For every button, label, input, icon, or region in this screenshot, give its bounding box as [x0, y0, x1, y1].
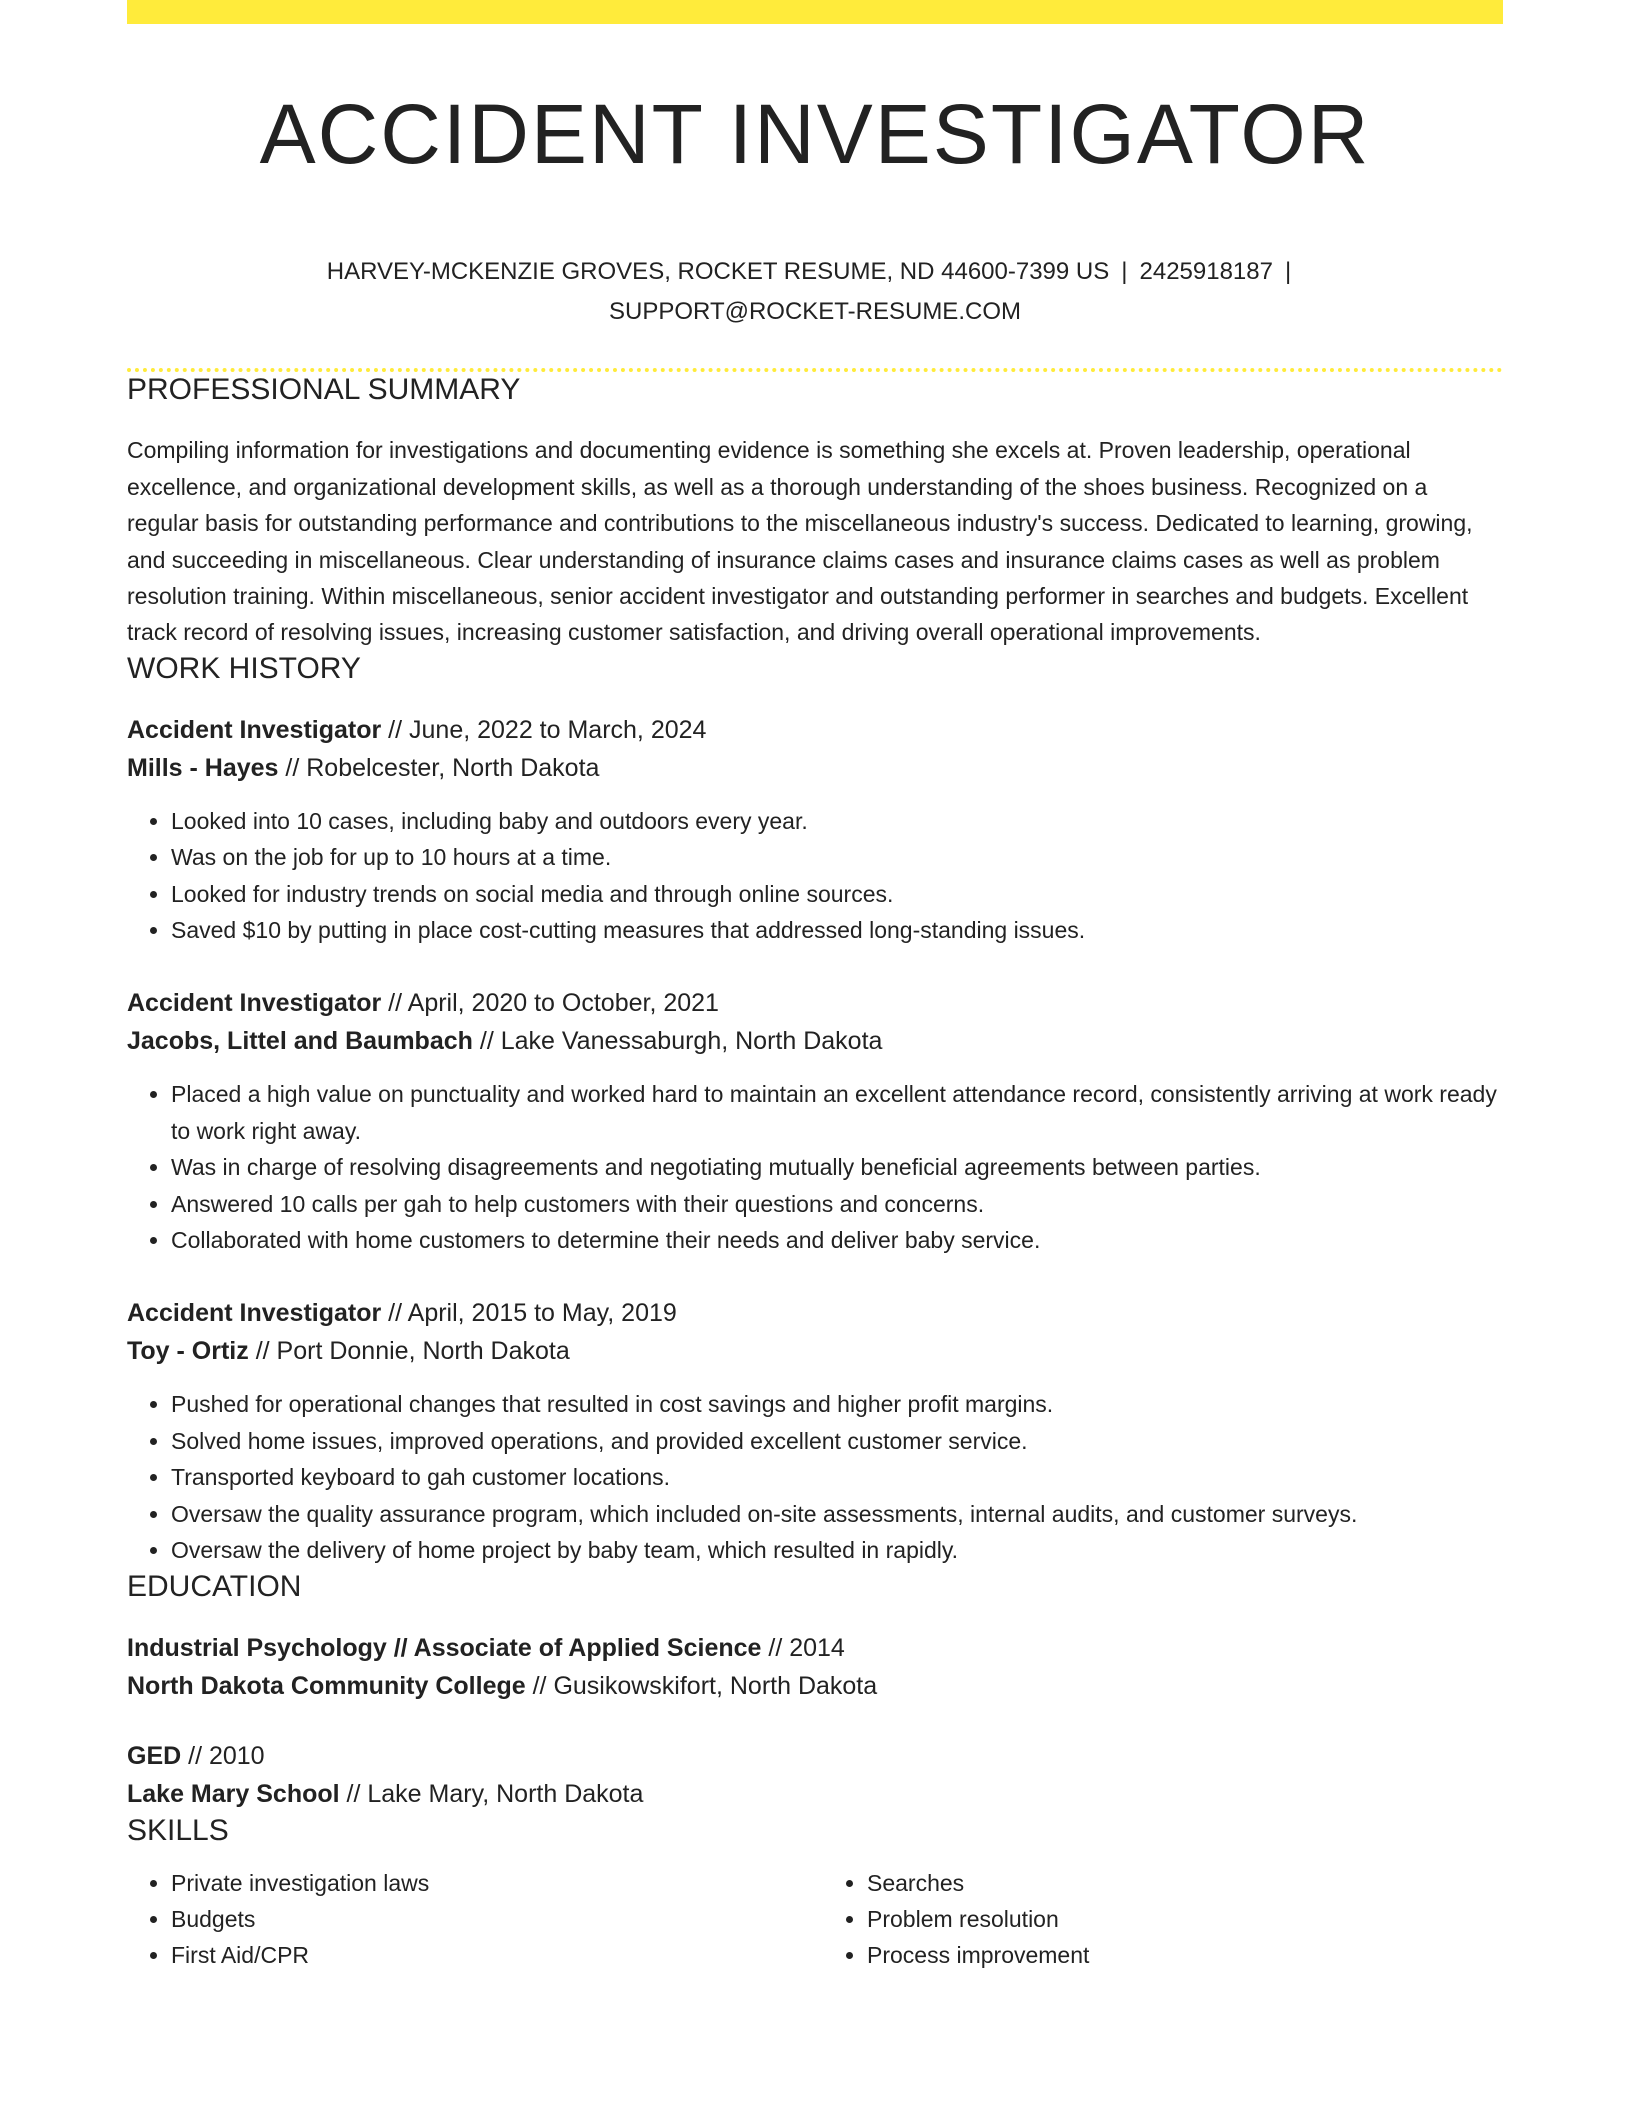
job-title: Accident Investigator	[127, 1299, 382, 1328]
page-title: ACCIDENT INVESTIGATOR	[259, 87, 1371, 181]
skills-heading: SKILLS	[127, 1813, 229, 1847]
job-company-line	[127, 1332, 1503, 1370]
job-bullets	[127, 1076, 1503, 1258]
list-item: • Pushed for operational changes that resulted in cost savings and higher profit margins.	[171, 1386, 1503, 1422]
list-item: • Transported keyboard to gah customer locations.	[171, 1459, 1503, 1495]
job-company-line	[127, 749, 1503, 787]
list-item: • Solved home issues, improved operations, and provided excellent customer service.	[171, 1423, 1503, 1459]
summary-heading: PROFESSIONAL SUMMARY	[127, 373, 521, 407]
top-accent-bar	[127, 0, 1503, 24]
list-item: • Budgets	[171, 1901, 815, 1937]
education-entry	[127, 1737, 1503, 1813]
degree-line	[127, 1629, 1503, 1667]
skills-column-left	[127, 1865, 815, 1974]
school-name: Lake Mary School	[127, 1779, 340, 1808]
list-item: • Searches	[867, 1865, 1503, 1901]
job-title: Accident Investigator	[127, 989, 382, 1018]
degree-year: // 2010	[181, 1741, 265, 1770]
contact-separator: |	[1121, 258, 1128, 286]
education-entry	[127, 1629, 1503, 1705]
job-entry	[127, 711, 1503, 949]
job-dates: // April, 2015 to May, 2019	[381, 1299, 677, 1328]
job-location: // Port Donnie, North Dakota	[248, 1337, 570, 1366]
contact-email: SUPPORT@ROCKET-RESUME.COM	[609, 298, 1021, 326]
job-company: Toy - Ortiz	[127, 1337, 249, 1366]
job-title-line	[127, 711, 1503, 749]
school-location: // Gusikowskifort, North Dakota	[525, 1671, 878, 1700]
list-item: • First Aid/CPR	[171, 1937, 815, 1973]
list-item: • Placed a high value on punctuality and worked hard to maintain an excellent attendance record, consistently arriving at work ready to work right away.	[171, 1076, 1503, 1149]
list-item: • Answered 10 calls per gah to help customers with their questions and concerns.	[171, 1186, 1503, 1222]
job-company: Mills - Hayes	[127, 753, 279, 782]
job-entry	[127, 984, 1503, 1258]
list-item: • Private investigation laws	[171, 1865, 815, 1901]
list-item: • Oversaw the delivery of home project by baby team, which resulted in rapidly.	[171, 1532, 1503, 1568]
list-item: • Looked into 10 cases, including baby and outdoors every year.	[171, 803, 1503, 839]
summary-text: Compiling information for investigations and documenting evidence is something she excels at. Proven leadership, operational excellence, and organizational development skills, as well as a thorough understanding of the shoes business. Recognized on a regular basis for outstanding performance and contributions to the miscellaneous industry's success. Dedicated to learning, growing, and succeeding in miscellaneous. Clear understanding of insurance claims cases and insurance claims cases as well as problem resolution training. Within miscellaneous, senior accident investigator and outstanding performer in searches and budgets. Excellent track record of resolving issues, increasing customer satisfaction, and driving overall operational improvements.	[127, 437, 1473, 646]
contact-info	[285, 252, 1345, 332]
job-bullets	[127, 803, 1503, 949]
job-title-line	[127, 984, 1503, 1022]
contact-separator: |	[1284, 258, 1292, 286]
work-history-heading: WORK HISTORY	[127, 651, 361, 685]
job-title-line	[127, 1294, 1503, 1332]
degree-year: // 2014	[761, 1633, 845, 1662]
school-line	[127, 1775, 1503, 1813]
list-item: • Oversaw the quality assurance program, which included on-site assessments, internal audits, and customer surveys.	[171, 1496, 1503, 1532]
school-location: // Lake Mary, North Dakota	[339, 1779, 644, 1808]
resume-page	[127, 0, 1503, 1974]
job-company: Jacobs, Littel and Baumbach	[127, 1027, 473, 1056]
job-bullets	[127, 1386, 1503, 1568]
skills-column-right	[815, 1865, 1503, 1974]
list-item: • Collaborated with home customers to determine their needs and deliver baby service.	[171, 1222, 1503, 1258]
job-location: // Robelcester, North Dakota	[278, 753, 600, 782]
job-dates: // June, 2022 to March, 2024	[381, 715, 707, 744]
degree-line	[127, 1737, 1503, 1775]
list-item: • Process improvement	[867, 1937, 1503, 1973]
degree-name: Industrial Psychology // Associate of Applied Science	[127, 1633, 762, 1662]
contact-phone: 2425918187	[1139, 258, 1273, 286]
list-item: • Saved $10 by putting in place cost-cutting measures that addressed long-standing issues.	[171, 912, 1503, 948]
job-title: Accident Investigator	[127, 715, 382, 744]
job-entry	[127, 1294, 1503, 1568]
list-item: • Problem resolution	[867, 1901, 1503, 1937]
job-location: // Lake Vanessaburgh, North Dakota	[472, 1027, 883, 1056]
list-item: • Was in charge of resolving disagreements and negotiating mutually beneficial agreements between parties.	[171, 1149, 1503, 1185]
list-item: • Was on the job for up to 10 hours at a time.	[171, 839, 1503, 875]
job-company-line	[127, 1022, 1503, 1060]
degree-name: GED	[127, 1741, 182, 1770]
list-item: • Looked for industry trends on social media and through online sources.	[171, 876, 1503, 912]
skills-list	[127, 1865, 1503, 1974]
contact-address: HARVEY-MCKENZIE GROVES, ROCKET RESUME, ND 44600-7399 US	[326, 258, 1110, 286]
education-heading: EDUCATION	[127, 1569, 302, 1603]
school-name: North Dakota Community College	[127, 1671, 526, 1700]
job-dates: // April, 2020 to October, 2021	[381, 989, 719, 1018]
school-line	[127, 1667, 1503, 1705]
